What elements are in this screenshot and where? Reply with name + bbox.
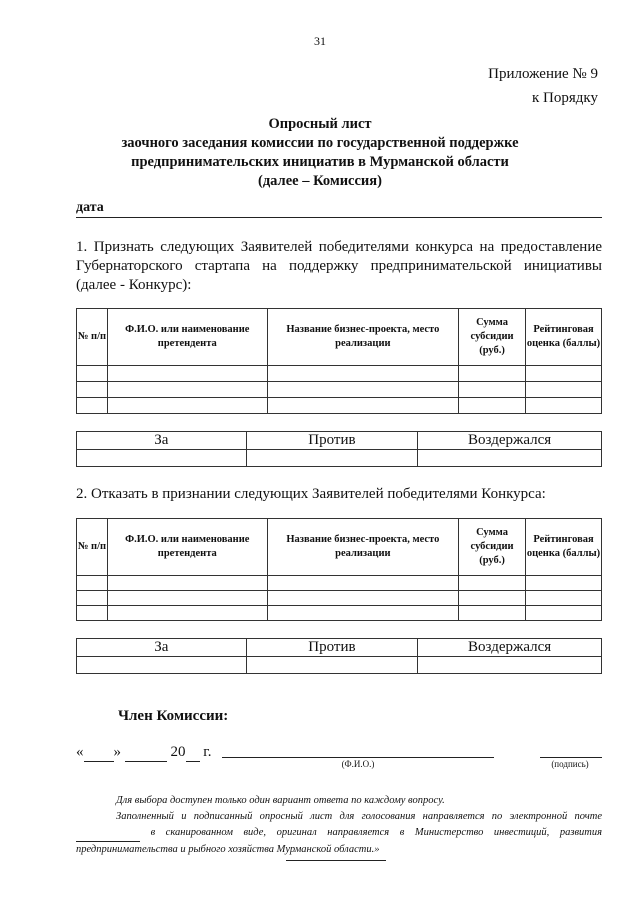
year-field[interactable] <box>186 744 200 762</box>
vote-abstain-cell[interactable] <box>418 450 602 467</box>
col-project: Название бизнес-проекта, место реализации <box>267 309 459 366</box>
col-name: Ф.И.О. или наименование претендента <box>107 519 267 576</box>
table-row[interactable] <box>77 576 602 591</box>
vote-abstain-label: Воздержался <box>418 639 602 657</box>
table-row[interactable] <box>77 398 602 414</box>
close-quote: » <box>113 744 121 760</box>
table-header-row <box>77 519 602 576</box>
vote-abstain-label: Воздержался <box>418 432 602 450</box>
section-1-text: 1. Признать следующих Заявителей победителями конкурса на предоставление Губернаторского стартапа на поддержку предпринимательской инициативы (далее - Конкурс): <box>76 239 602 293</box>
col-num: № п/п <box>77 519 108 576</box>
col-amount: Сумма субсидии (руб.) <box>459 519 526 576</box>
vote-for-label: За <box>77 639 247 657</box>
table-row[interactable] <box>77 366 602 382</box>
title-line-3: предпринимательских инициатив в Мурманской области <box>131 154 509 170</box>
title-line-1: Опросный лист <box>268 116 372 132</box>
vote-against-label: Против <box>246 639 418 657</box>
email-blank[interactable] <box>76 825 140 842</box>
vote-against-cell[interactable] <box>246 450 418 467</box>
vote-for-label: За <box>77 432 247 450</box>
winners-table <box>76 308 602 414</box>
appendix-line-2: к Порядку <box>532 90 598 106</box>
signature-caption: (подпись) <box>551 759 589 769</box>
col-rating: Рейтинговая оценка (баллы) <box>526 519 602 576</box>
col-amount: Сумма субсидии (руб.) <box>459 309 526 366</box>
fio-field[interactable] <box>222 757 494 758</box>
date-label: дата <box>76 200 104 215</box>
signature-date <box>76 744 211 762</box>
date-underline <box>76 217 602 218</box>
rejected-table <box>76 518 602 621</box>
appendix-reference <box>488 62 598 110</box>
section-2-text: 2. Отказать в признании следующих Заявителей победителями Конкурса: <box>76 486 546 502</box>
note-line-2-start: Заполненный и подписанный опросный лист для голосования направляется по электронной почте <box>116 811 602 822</box>
vote-table-1 <box>76 431 602 467</box>
appendix-line-1: Приложение № 9 <box>488 66 598 82</box>
closing-divider <box>286 860 386 861</box>
table-row[interactable] <box>77 591 602 606</box>
open-quote: « <box>76 744 84 760</box>
vote-table-2 <box>76 638 602 674</box>
fio-caption: (Ф.И.О.) <box>341 759 375 769</box>
table-header-row <box>77 309 602 366</box>
vote-for-cell[interactable] <box>77 450 247 467</box>
col-rating: Рейтинговая оценка (баллы) <box>526 309 602 366</box>
note-line-2-end: в сканированном виде, оригинал направляется в Министерство инвестиций, развития предпринимательства и рыбного хозяйства Мурманской области.» <box>76 827 602 855</box>
col-name: Ф.И.О. или наименование претендента <box>107 309 267 366</box>
col-num: № п/п <box>77 309 108 366</box>
commission-member-label: Член Комиссии: <box>118 708 229 724</box>
day-field[interactable] <box>84 744 114 762</box>
title-line-4: (далее – Комиссия) <box>258 173 382 189</box>
notes <box>76 793 602 858</box>
note-line-1: Для выбора доступен только один вариант ответа по каждому вопросу. <box>116 795 445 806</box>
document-title <box>60 115 580 191</box>
year-prefix: 20 <box>170 744 186 760</box>
signature-field[interactable] <box>540 757 602 758</box>
title-line-2: заочного заседания комиссии по государственной поддержке <box>121 135 519 151</box>
page-number: 31 <box>314 34 326 48</box>
table-row[interactable] <box>77 382 602 398</box>
vote-against-cell[interactable] <box>246 657 418 674</box>
vote-against-label: Против <box>246 432 418 450</box>
table-row[interactable] <box>77 606 602 621</box>
note-line-2 <box>76 809 602 858</box>
vote-for-cell[interactable] <box>77 657 247 674</box>
month-field[interactable] <box>125 744 167 762</box>
year-suffix: г. <box>203 744 212 760</box>
vote-abstain-cell[interactable] <box>418 657 602 674</box>
col-project: Название бизнес-проекта, место реализации <box>267 519 459 576</box>
